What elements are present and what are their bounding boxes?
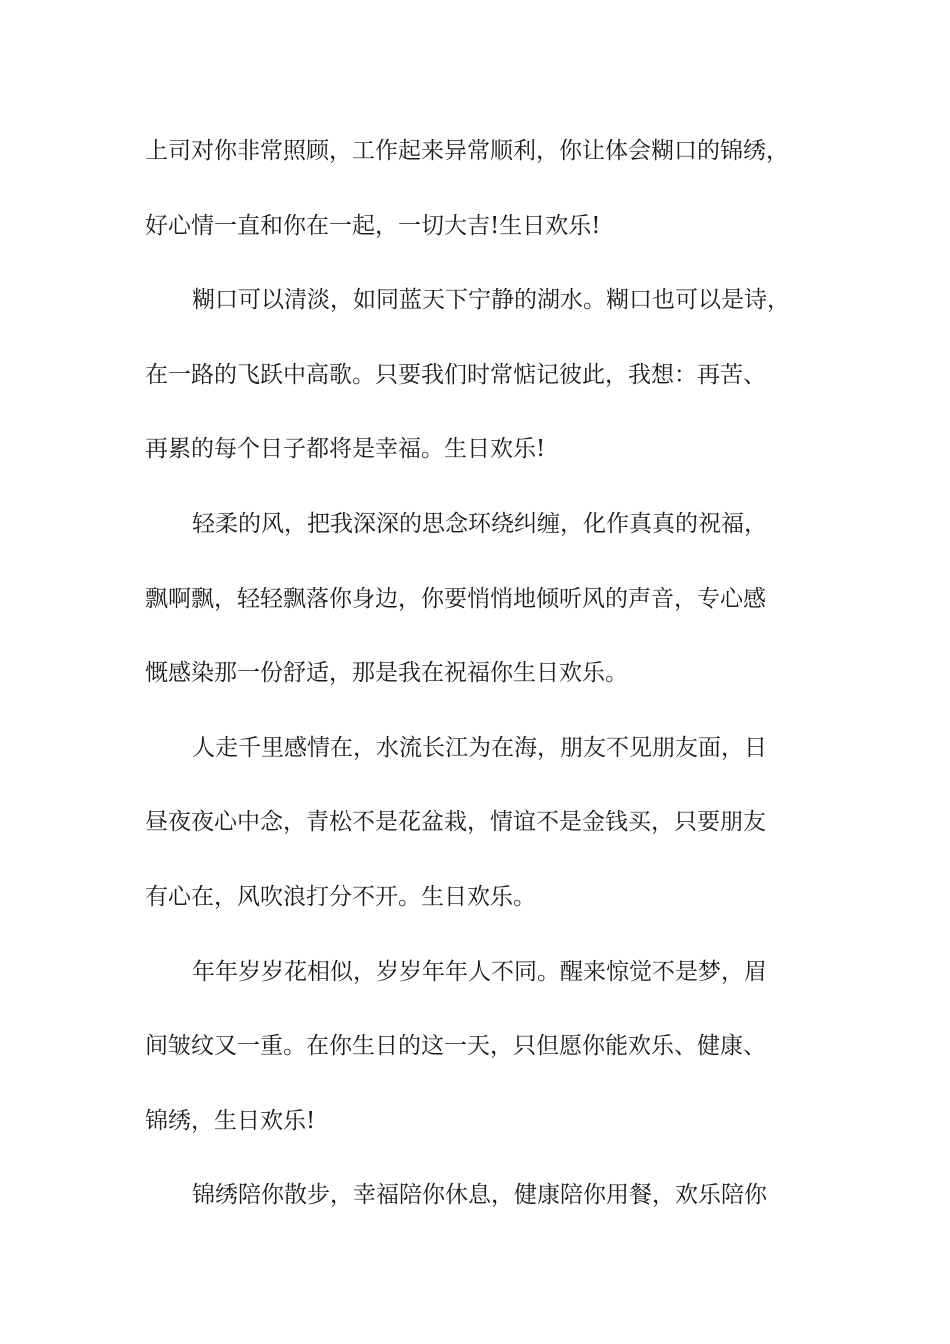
text-line: 慨感染那一份舒适，那是我在祝福你生日欢乐。	[145, 660, 628, 687]
text-line: 好心情一直和你在一起，一切大吉!生日欢乐!	[145, 212, 601, 239]
text-line: 在一路的飞跃中高歌。只要我们时常惦记彼此，我想：再苦、	[145, 361, 766, 388]
text-line: 有心在，风吹浪打分不开。生日欢乐。	[145, 883, 536, 910]
text-line: 昼夜夜心中念，青松不是花盆栽，情谊不是金钱买，只要朋友	[145, 809, 766, 836]
text-line: 年年岁岁花相似，岁岁年年人不同。醒来惊觉不是梦，眉	[192, 958, 767, 985]
text-line: 上司对你非常照顾，工作起来异常顺利，你让体会糊口的锦绣，	[145, 138, 789, 164]
text-line: 间皱纹又一重。在你生日的这一天，只但愿你能欢乐、健康、	[145, 1033, 766, 1060]
text-line: 人走千里感情在，水流长江为在海，朋友不见朋友面，日	[192, 734, 767, 761]
text-line: 糊口可以清淡，如同蓝天下宁静的湖水。糊口也可以是诗，	[192, 287, 790, 314]
text-line: 锦绣陪你散步，幸福陪你休息，健康陪你用餐，欢乐陪你	[192, 1182, 767, 1209]
text-line: 飘啊飘，轻轻飘落你身边，你要悄悄地倾听风的声音，专心感	[145, 585, 766, 612]
document-body	[145, 128, 845, 1247]
text-line: 再累的每个日子都将是幸福。生日欢乐!	[145, 436, 546, 463]
text-line: 轻柔的风，把我深深的思念环绕纠缠，化作真真的祝福，	[192, 510, 767, 537]
text-line: 锦绣，生日欢乐!	[145, 1107, 316, 1134]
